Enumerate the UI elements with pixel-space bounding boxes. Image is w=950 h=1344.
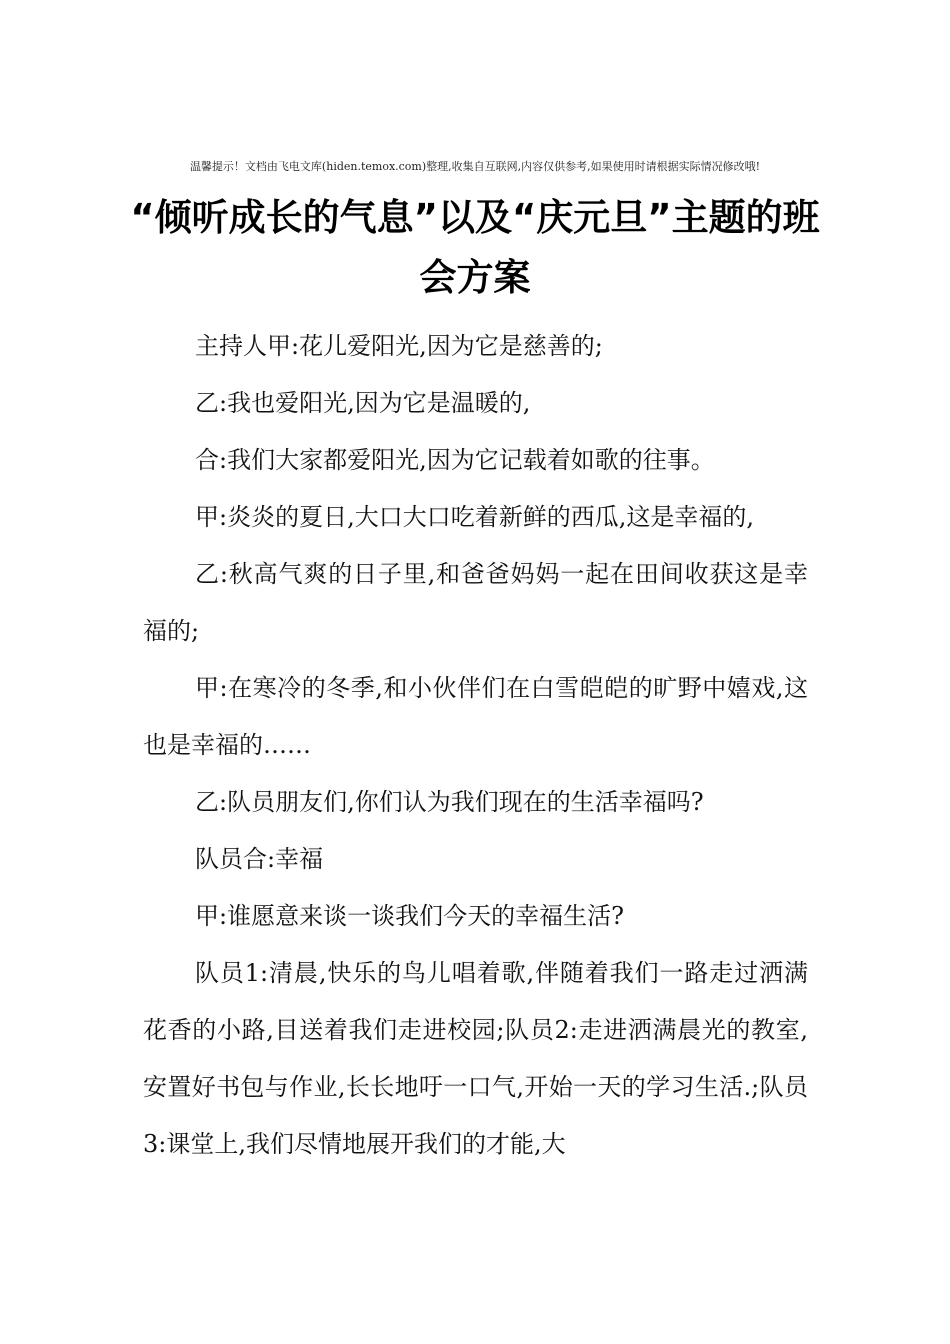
paragraph: 甲:谁愿意来谈一谈我们今天的幸福生活? (195, 902, 624, 930)
paragraph: 甲:炎炎的夏日,大口大口吃着新鲜的西瓜,这是幸福的, (195, 503, 754, 531)
document-title: “倾听成长的气息”以及“庆元旦”主题的班会方案 (130, 196, 820, 299)
document-body (143, 318, 808, 1173)
paragraph: 合:我们大家都爱阳光,因为它记载着如歌的往事。 (195, 446, 715, 474)
paragraph: 主持人甲:花儿爱阳光,因为它是慈善的; (195, 332, 603, 360)
paragraph: 乙:队员朋友们,你们认为我们现在的生活幸福吗? (195, 788, 704, 816)
paragraph: 乙:我也爱阳光,因为它是温暖的, (195, 389, 531, 417)
paragraph: 乙:秋高气爽的日子里,和爸爸妈妈一起在田间收获这是幸福的; (143, 560, 808, 645)
header-notice: 温馨提示！文档由飞电文库(hiden.temox.com)整理,收集自互联网,内容仅供参考,如果使用时请根据实际情况修改哦! (189, 160, 761, 173)
paragraph: 队员合:幸福 (195, 845, 324, 873)
paragraph: 甲:在寒冷的冬季,和小伙伴们在白雪皑皑的旷野中嬉戏,这也是幸福的…… (143, 674, 808, 759)
paragraph: 队员1:清晨,快乐的鸟儿唱着歌,伴随着我们一路走过洒满花香的小路,目送着我们走进校园;队员2:走进洒满晨光的教室,安置好书包与作业,长长地吁一口气,开始一天的学习生活.;队员3:课堂上,我们尽情地展开我们的才能,大 (143, 959, 808, 1158)
